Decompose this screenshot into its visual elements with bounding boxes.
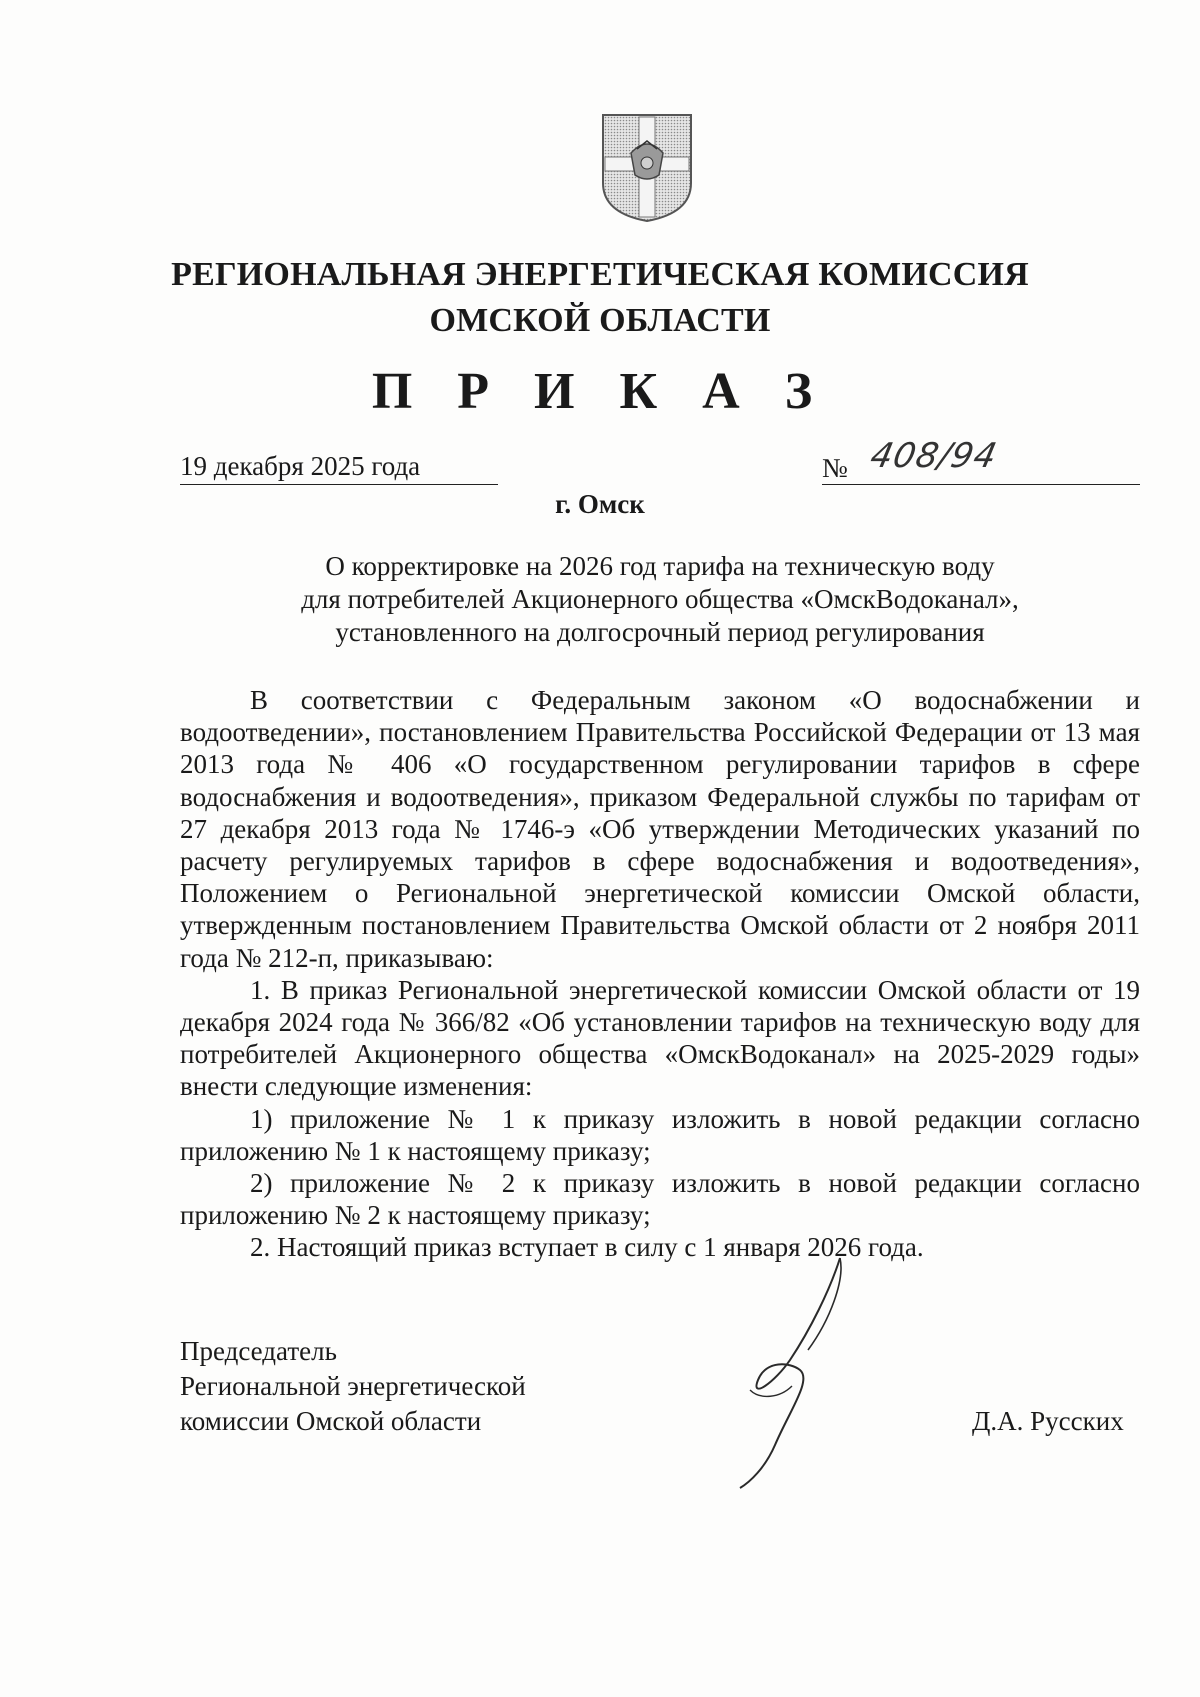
subject-line2: для потребителей Акционерного общества «ОмскВодоканал», [301, 584, 1019, 614]
organization-name [0, 252, 1200, 344]
number-sign: № [822, 453, 848, 483]
organization-name-line2: ОМСКОЙ ОБЛАСТИ [429, 302, 771, 339]
city: г. Омск [555, 489, 645, 519]
preamble-paragraph: В соответствии с Федеральным законом «О водоснабжении и водоотведении», постановлением Правительства Российской Федерации от 13 мая 2013 года № 406 «О государственном регулировании тарифов в сфере водоснабжения и водоотведения», приказом Федеральной службы по тарифам от 27 декабря 2013 года № 1746-э «Об утверждении Методических указаний по расчету регулируемых тарифов в сфере водоснабжения и водоотведения», Положением о Региональной энергетической комиссии Омской области, утвержденным постановлением Правительства Омской области от 2 ноября 2011 года № 212-п, приказываю: [180, 685, 1140, 973]
order-body [180, 684, 1140, 1264]
item-2-paragraph: 2. Настоящий приказ вступает в силу с 1 января 2026 года. [250, 1232, 924, 1263]
item-1-paragraph: 1. В приказ Региональной энергетической комиссии Омской области от 19 декабря 2024 года № 366/82 «Об установлении тарифов на техническую воду для потребителей Акционерного общества «ОмскВодоканал» на 2025-2029 годы» внести следующие изменения: [180, 974, 1140, 1102]
order-date-text: 19 декабря 2025 года [180, 451, 421, 481]
organization-name-line1: РЕГИОНАЛЬНАЯ ЭНЕРГЕТИЧЕСКАЯ КОМИССИЯ [171, 256, 1029, 293]
signer-title-line3: комиссии Омской области [180, 1406, 482, 1436]
order-date [180, 448, 498, 485]
order-subject [180, 550, 1140, 649]
order-number [822, 436, 1140, 485]
subject-line3: установленного на долгосрочный период регулирования [335, 617, 985, 647]
signer-title [180, 1334, 526, 1439]
document-type: П Р И К А З [371, 363, 829, 420]
coat-of-arms-icon [601, 113, 693, 223]
signer-title-line1: Председатель [180, 1336, 337, 1366]
subject-line1: О корректировке на 2026 год тарифа на техническую воду [325, 551, 995, 581]
handwritten-signature [720, 1250, 860, 1490]
item-1-1-paragraph: 1) приложение № 1 к приказу изложить в новой редакции согласно приложению № 1 к настоящему приказу; [180, 1103, 1140, 1166]
signer-name: Д.А. Русских [972, 1406, 1124, 1436]
signer-title-line2: Региональной энергетической [180, 1371, 526, 1401]
item-1-2-paragraph: 2) приложение № 2 к приказу изложить в новой редакции согласно приложению № 2 к настоящему приказу; [180, 1168, 1140, 1231]
order-number-handwritten: 408/94 [866, 436, 1001, 476]
